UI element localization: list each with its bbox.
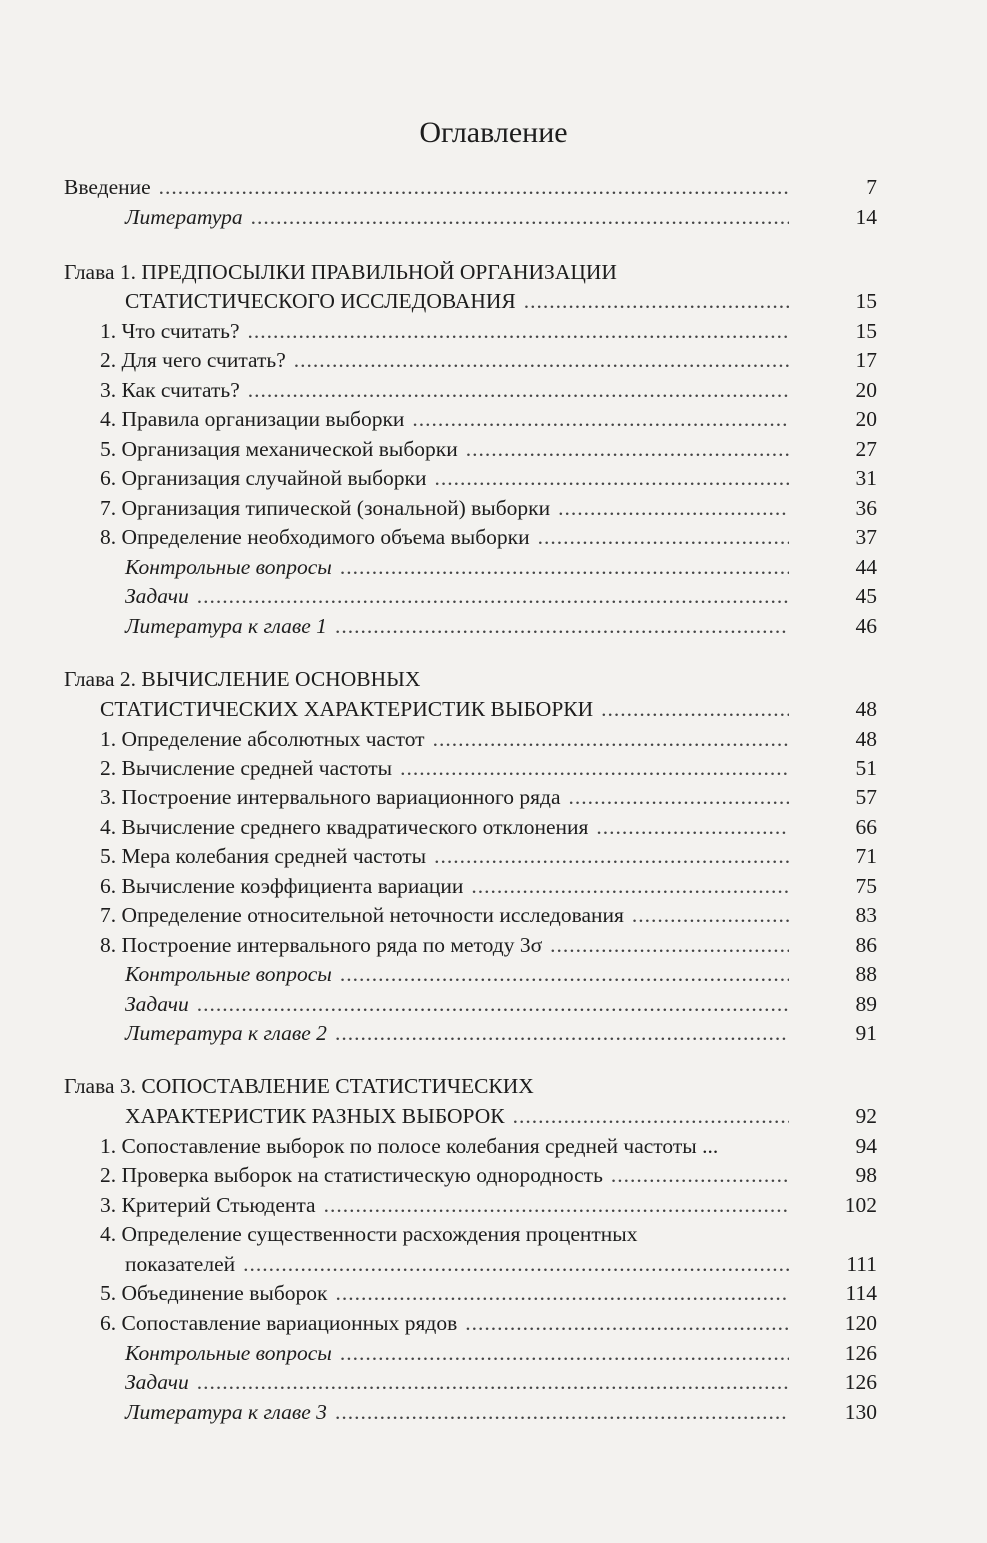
leader-dots: [434, 842, 789, 871]
toc-entry[interactable]: Литература ..... 14: [125, 203, 877, 232]
toc-entry[interactable]: 4. Правила организации выборки ..... 20: [100, 405, 877, 434]
leader-dots: [340, 960, 789, 989]
page-number: 120: [844, 1311, 877, 1335]
leader-dots: [412, 405, 789, 434]
leader-dots: [251, 203, 789, 232]
toc-entry[interactable]: Задачи ..... 45: [125, 582, 877, 611]
leader-dots: [434, 464, 789, 493]
leader-dots: [596, 813, 789, 842]
toc-entry[interactable]: 6. Вычисление коэффициента вариации ..... 75: [100, 872, 877, 901]
page-number: 98: [855, 1163, 877, 1187]
toc-entry[interactable]: 5. Объединение выборок ..... 114: [100, 1279, 877, 1308]
page-number: 46: [855, 614, 877, 638]
toc-entry[interactable]: 8. Определение необходимого объема выборки ..... 37: [100, 523, 877, 552]
page-number: 57: [855, 785, 877, 809]
toc-entry[interactable]: 3. Построение интервального вариационного ряда ..... 57: [100, 783, 877, 812]
page-number: 126: [844, 1370, 877, 1394]
page-number: 130: [844, 1400, 877, 1424]
page-number: 89: [855, 992, 877, 1016]
page-title: Оглавление: [419, 116, 568, 149]
toc-entry[interactable]: 7. Организация типической (зональной) выборки ..... 36: [100, 494, 877, 523]
toc-entry[interactable]: 4. Определение существенности расхождения процентных: [100, 1222, 638, 1246]
leader-dots: [400, 754, 789, 783]
page-number: 92: [855, 1104, 877, 1128]
page-number: 83: [855, 903, 877, 927]
toc-entry[interactable]: 3. Как считать? ..... 20: [100, 376, 877, 405]
toc-entry[interactable]: 5. Мера колебания средней частоты ..... 71: [100, 842, 877, 871]
chapter-heading[interactable]: Глава 2. ВЫЧИСЛЕНИЕ ОСНОВНЫХ: [64, 667, 421, 691]
toc-entry[interactable]: 6. Сопоставление вариационных рядов ..... 120: [100, 1309, 877, 1338]
toc-entry[interactable]: 2. Для чего считать? ..... 17: [100, 346, 877, 375]
page-number: 14: [855, 205, 877, 229]
page-number: 44: [855, 555, 877, 579]
page-number: 48: [855, 697, 877, 721]
leader-dots: [197, 990, 789, 1019]
leader-dots: [569, 783, 789, 812]
toc-entry[interactable]: Контрольные вопросы ..... 44: [125, 553, 877, 582]
toc-entry[interactable]: Задачи ..... 126: [125, 1368, 877, 1397]
toc-entry[interactable]: Введение ..... 7: [64, 173, 877, 202]
leader-dots: [340, 553, 789, 582]
leader-dots: [538, 523, 789, 552]
toc-entry[interactable]: 4. Вычисление среднего квадратического отклонения ..... 66: [100, 813, 877, 842]
page-number: 15: [855, 289, 877, 313]
page-number: 51: [855, 756, 877, 780]
page-number: 45: [855, 584, 877, 608]
page-number: 15: [855, 319, 877, 343]
leader-dots: [611, 1161, 789, 1190]
toc-entry[interactable]: 7. Определение относительной неточности исследования ..... 83: [100, 901, 877, 930]
chapter-heading-continued[interactable]: СТАТИСТИЧЕСКОГО ИССЛЕДОВАНИЯ ..... 15: [125, 287, 877, 316]
page-number: 36: [855, 496, 877, 520]
toc-entry[interactable]: Литература к главе 3 ..... 130: [125, 1398, 877, 1427]
page-number: 111: [846, 1252, 877, 1276]
leader-dots: [601, 695, 789, 724]
toc-entry[interactable]: Контрольные вопросы ..... 126: [125, 1339, 877, 1368]
leader-dots: [550, 931, 789, 960]
page-number: 20: [855, 407, 877, 431]
leader-dots: [159, 173, 789, 202]
page-number: 20: [855, 378, 877, 402]
toc-entry-continued[interactable]: показателей ..... 111: [125, 1250, 877, 1279]
toc-entry[interactable]: 8. Построение интервального ряда по методу 3σ ..... 86: [100, 931, 877, 960]
toc-entry[interactable]: 6. Организация случайной выборки ..... 31: [100, 464, 877, 493]
leader-dots: [335, 612, 789, 641]
leader-dots: [471, 872, 789, 901]
page-number: 86: [855, 933, 877, 957]
page-number: 66: [855, 815, 877, 839]
page-number: 7: [866, 175, 877, 199]
toc-entry[interactable]: 1. Сопоставление выборок по полосе колебания средней частоты ... 94: [100, 1132, 877, 1161]
page-number: 88: [855, 962, 877, 986]
toc-entry[interactable]: Контрольные вопросы ..... 88: [125, 960, 877, 989]
leader-dots: [243, 1250, 789, 1279]
chapter-heading-continued[interactable]: ХАРАКТЕРИСТИК РАЗНЫХ ВЫБОРОК ..... 92: [125, 1102, 877, 1131]
leader-dots: [294, 346, 789, 375]
leader-dots: [197, 1368, 789, 1397]
toc-entry[interactable]: Литература к главе 1 ..... 46: [125, 612, 877, 641]
leader-dots: [513, 1102, 789, 1131]
chapter-heading[interactable]: Глава 1. ПРЕДПОСЫЛКИ ПРАВИЛЬНОЙ ОРГАНИЗАЦИИ: [64, 260, 617, 284]
page-number: 102: [844, 1193, 877, 1217]
leader-dots: [524, 287, 789, 316]
toc-entry[interactable]: 1. Что считать? ..... 15: [100, 317, 877, 346]
page-number: 91: [855, 1021, 877, 1045]
page-number: 27: [855, 437, 877, 461]
toc-entry[interactable]: 3. Критерий Стьюдента ..... 102: [100, 1191, 877, 1220]
page-number: 31: [855, 466, 877, 490]
leader-dots: [433, 725, 789, 754]
leader-dots: [558, 494, 789, 523]
page-number: 71: [855, 844, 877, 868]
page-number: 114: [845, 1281, 877, 1305]
leader-dots: [340, 1339, 789, 1368]
leader-dots: [197, 582, 789, 611]
leader-dots: [335, 1279, 789, 1308]
page-number: 94: [855, 1134, 877, 1158]
leader-dots: [248, 317, 789, 346]
leader-dots: [335, 1019, 789, 1048]
toc-entry[interactable]: 2. Проверка выборок на статистическую однородность ..... 98: [100, 1161, 877, 1190]
leader-dots: [466, 435, 789, 464]
leader-dots: [632, 901, 789, 930]
toc-entry[interactable]: 1. Определение абсолютных частот ..... 48: [100, 725, 877, 754]
page-number: 17: [855, 348, 877, 372]
leader-dots: [248, 376, 789, 405]
chapter-heading[interactable]: Глава 3. СОПОСТАВЛЕНИЕ СТАТИСТИЧЕСКИХ: [64, 1074, 534, 1098]
toc-entry[interactable]: 5. Организация механической выборки ..... 27: [100, 435, 877, 464]
toc-entry[interactable]: Задачи ..... 89: [125, 990, 877, 1019]
leader-dots: [324, 1191, 789, 1220]
page-number: 126: [844, 1341, 877, 1365]
leader-dots: [465, 1309, 789, 1338]
toc-entry[interactable]: 2. Вычисление средней частоты ..... 51: [100, 754, 877, 783]
page-number: 37: [855, 525, 877, 549]
leader-dots: [335, 1398, 789, 1427]
page-number: 75: [855, 874, 877, 898]
page-number: 48: [855, 727, 877, 751]
chapter-heading-continued[interactable]: СТАТИСТИЧЕСКИХ ХАРАКТЕРИСТИК ВЫБОРКИ ..... 48: [100, 695, 877, 724]
toc-entry[interactable]: Литература к главе 2 ..... 91: [125, 1019, 877, 1048]
